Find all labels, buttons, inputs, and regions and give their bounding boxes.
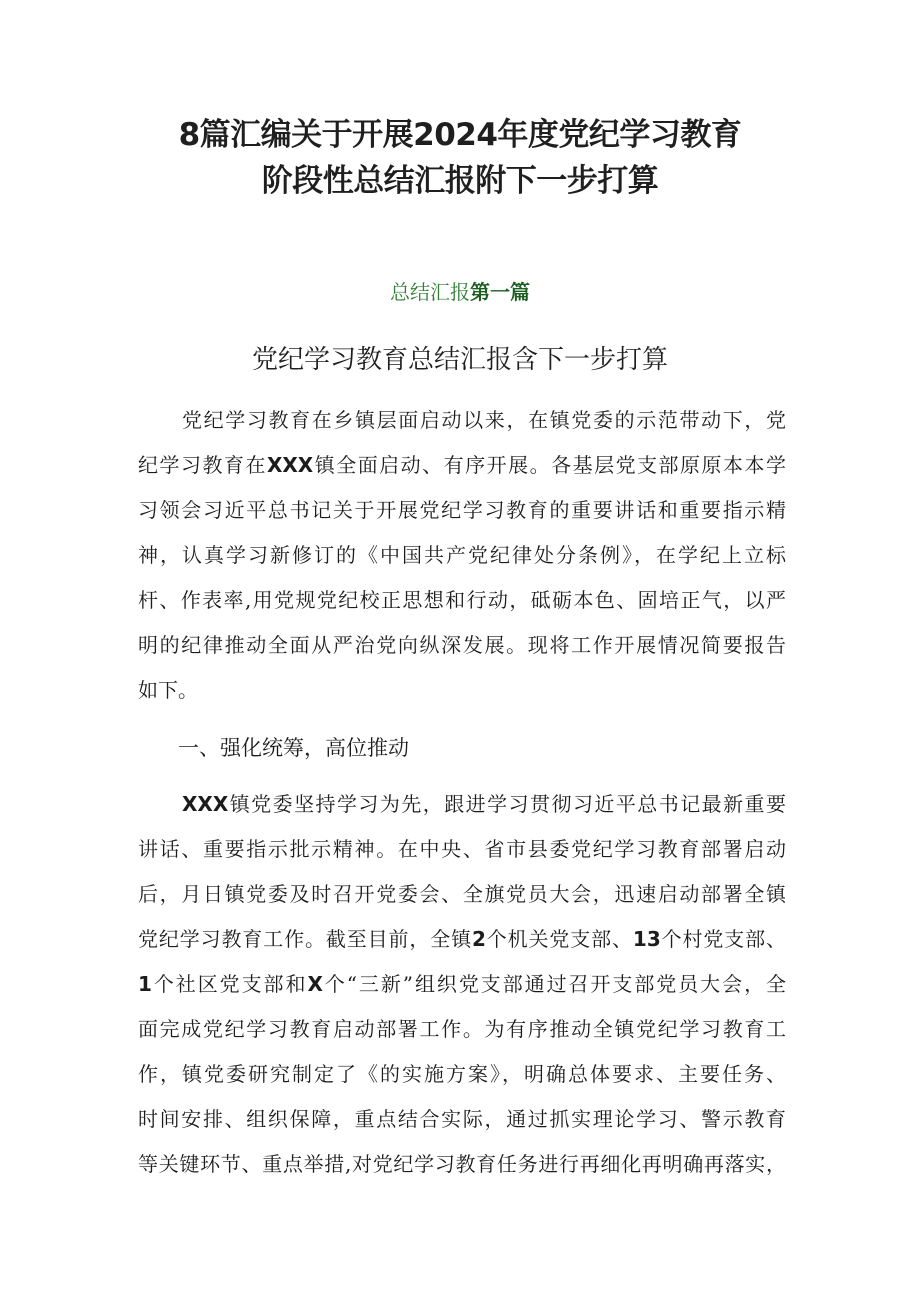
body-text: 个机关党支部、 (485, 927, 633, 951)
intro-line: 如下。 (138, 678, 198, 702)
count-number: 1 (138, 972, 152, 996)
body-line: 后，月日镇党委及时召开党委会、全旗党员大会，迅速启动部署全镇 (138, 882, 786, 906)
document-title (0, 112, 920, 204)
body-text: 党纪学习教育工作。截至目前，全镇 (138, 927, 472, 951)
intro-line: 习领会习近平总书记关于开展党纪学习教育的重要讲话和重要指示精 (138, 498, 786, 522)
intro-line: 神，认真学习新修订的《中国共产党纪律处分条例》，在学纪上立标 (138, 543, 786, 567)
town-placeholder: XXX (182, 792, 229, 816)
body-line: 作，镇党委研究制定了《的实施方案》，明确总体要求、主要任务、 (138, 1062, 786, 1086)
body-line: 时间安排、组织保障，重点结合实际，通过抓实理论学习、警示教育 (138, 1107, 786, 1131)
count-number: 2 (472, 927, 486, 951)
body-line: 面完成党纪学习教育启动部署工作。为有序推动全镇党纪学习教育工 (138, 1017, 786, 1041)
body-paragraph (138, 782, 786, 1187)
intro-text: 镇全面启动、有序开展。各基层党支部原原本本学 (313, 453, 787, 477)
body-text: 个村党支部、 (660, 927, 787, 951)
body-line (138, 782, 786, 827)
intro-text: 纪学习教育在 (138, 453, 267, 477)
intro-paragraph (138, 398, 786, 713)
body-line (138, 917, 786, 962)
title-line-1: 8篇汇编关于开展2024年度党纪学习教育 (178, 117, 742, 153)
body-line: 讲话、重要指示批示精神。在中央、省市县委党纪学习教育部署启动 (138, 837, 786, 861)
body-text: 个“三新”组织党支部通过召开支部党员大会，全 (322, 972, 787, 996)
section-label-summary: 总结汇报 (390, 280, 470, 304)
body-text: 个社区党支部和 (151, 972, 308, 996)
town-placeholder: XXX (266, 453, 314, 477)
body-text: 镇党委坚持学习为先，跟进学习贯彻习近平总书记最新重要 (228, 792, 786, 816)
intro-line: 明的纪律推动全面从严治党向纵深发展。现将工作开展情况简要报告 (138, 633, 786, 657)
intro-line (138, 443, 786, 488)
section-label (0, 277, 920, 307)
count-number: 13 (632, 927, 661, 951)
intro-line: 杆、作表率,用党规党纪校正思想和行动，砥砺本色、固培正气，以严 (138, 588, 786, 612)
section-label-number: 第一篇 (470, 280, 530, 304)
intro-line: 党纪学习教育在乡镇层面启动以来，在镇党委的示范带动下，党 (182, 408, 786, 432)
body-line: 等关键环节、重点举措,对党纪学习教育任务进行再细化再明确再落实， (138, 1152, 786, 1176)
report-subtitle: 党纪学习教育总结汇报含下一步打算 (251, 345, 668, 375)
body-line (138, 962, 786, 1007)
title-line-2: 阶段性总结汇报附下一步打算 (261, 163, 659, 199)
section-heading-1: 一、强化统筹，高位推动 (178, 736, 409, 760)
count-number: X (307, 972, 323, 996)
